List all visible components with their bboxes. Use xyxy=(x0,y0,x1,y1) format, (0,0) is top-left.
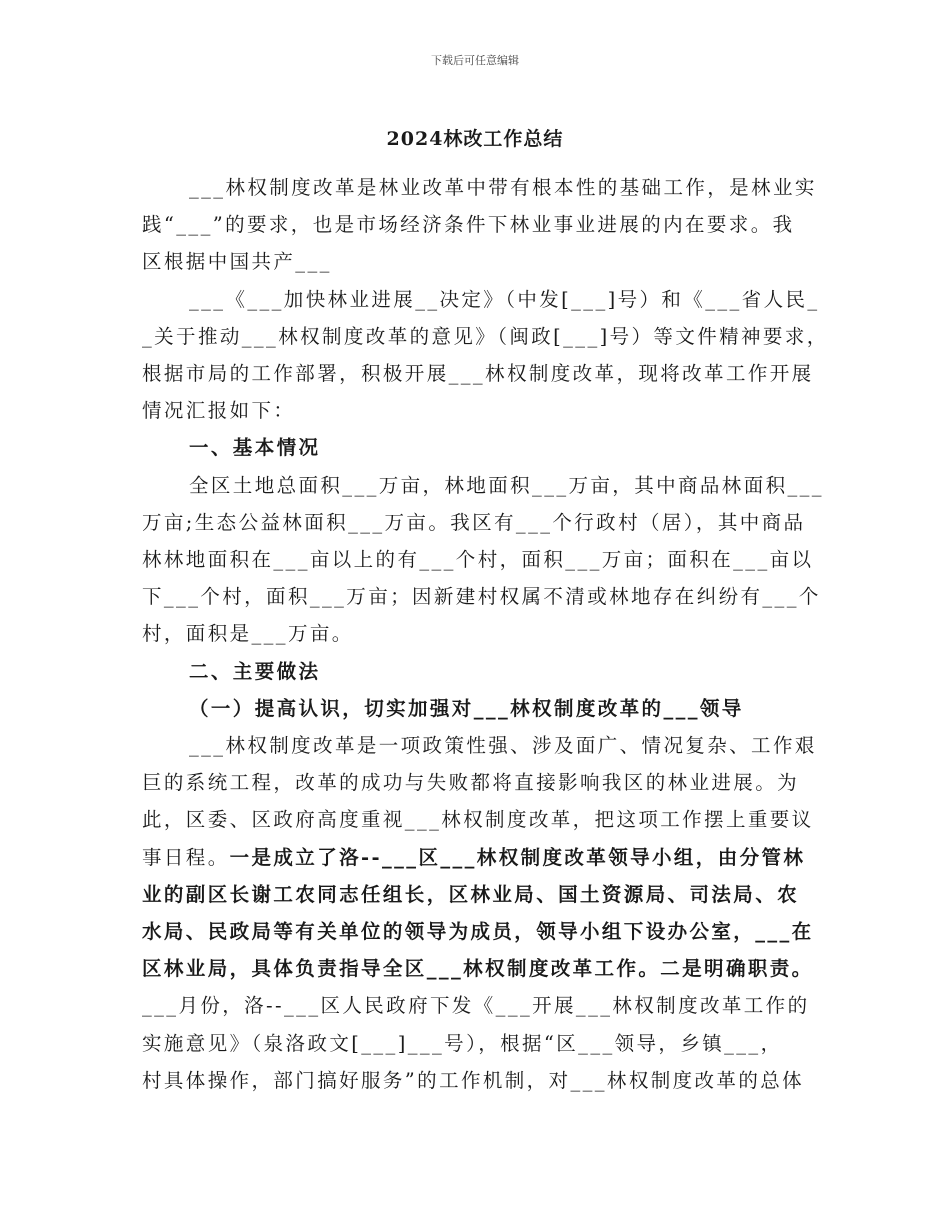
text-line xyxy=(142,584,822,610)
text-line xyxy=(142,324,829,350)
text-line xyxy=(142,212,822,238)
bold-text: 业的副区长谢工农同志任组长，区林业局、国土资源局、司法局、农 xyxy=(142,882,800,906)
text-line xyxy=(142,993,822,1019)
text-segment: 情况汇报如下： xyxy=(142,399,296,423)
text-segment: ___林权制度改革是林业改革中带有根本性的基础工作，是林业实 xyxy=(189,176,817,199)
page-header-note: 下载后可任意编辑 xyxy=(431,54,519,67)
text-line xyxy=(189,696,869,722)
text-line xyxy=(142,510,822,536)
bold-text: 水局、民政局等有关单位的领导为成员，领导小组下设办公室，___在 xyxy=(142,920,814,943)
text-line xyxy=(142,845,822,871)
text-line xyxy=(189,435,869,461)
document-title: 2024林改工作总结 xyxy=(386,128,564,150)
text-segment: ___林权制度改革是一项政策性强、涉及面广、情况复杂、工作艰 xyxy=(189,734,817,757)
text-line xyxy=(142,249,822,275)
bold-text: 二、主要做法 xyxy=(189,659,321,683)
text-line xyxy=(189,733,869,759)
text-line xyxy=(142,807,822,833)
text-line xyxy=(189,473,869,499)
text-segment: ___《___加快林业进展__决定》（中发[___]号）和《___省人民_ xyxy=(189,287,820,311)
bold-text: 区林业局，具体负责指导全区___林权制度改革工作。二是明确职责。 xyxy=(142,957,814,981)
text-line xyxy=(142,882,822,908)
text-line xyxy=(142,621,822,647)
text-segment: _关于推动___林权制度改革的意见》（闽政[___]号）等文件精神要求， xyxy=(142,324,829,348)
text-segment: 实施意见》（泉洛政文[___]___号），根据“区___领导，乡镇___， xyxy=(142,1031,783,1055)
bold-text: （一）提高认识，切实加强对___林权制度改革的___领导 xyxy=(189,696,744,720)
text-line xyxy=(189,287,869,313)
text-line xyxy=(142,547,822,573)
text-segment: 万亩;生态公益林面积___万亩。我区有___个行政村（居），其中商品 xyxy=(142,510,806,534)
text-segment: 根据市局的工作部署，积极开展___林权制度改革，现将改革工作开展 xyxy=(142,362,814,385)
text-segment: 区根据中国共产___ xyxy=(142,250,332,274)
text-line xyxy=(142,1031,822,1057)
text-segment: 林林地面积在___亩以上的有___个村，面积___万亩；面积在___亩以 xyxy=(142,548,814,571)
text-line xyxy=(189,659,869,685)
text-segment: 此，区委、区政府高度重视___林权制度改革，把这项工作摆上重要议 xyxy=(142,808,814,832)
text-line xyxy=(142,770,822,796)
text-segment: 村具体操作，部门搞好服务”的工作机制，对___林权制度改革的总体 xyxy=(142,1068,805,1092)
bold-text: 一是成立了洛--___区___林权制度改革领导小组，由分管林 xyxy=(229,845,806,869)
text-segment: 巨的系统工程，改革的成功与失败都将直接影响我区的林业进展。为 xyxy=(142,771,800,795)
text-segment: 践“___”的要求，也是市场经济条件下林业事业进展的内在要求。我 xyxy=(142,213,795,237)
text-segment: 全区土地总面积___万亩，林地面积___万亩，其中商品林面积___ xyxy=(189,473,824,497)
text-line xyxy=(142,361,822,387)
text-line xyxy=(142,956,822,982)
bold-text: 一、基本情况 xyxy=(189,436,321,460)
text-line xyxy=(142,398,822,424)
text-segment: 村，面积是___万亩。 xyxy=(142,622,354,646)
text-segment: 事日程。 xyxy=(142,845,230,869)
text-line xyxy=(142,1068,822,1094)
text-line xyxy=(142,919,822,945)
text-segment: ___月份，洛--___区人民政府下发《___开展___林权制度改革工作的 xyxy=(142,994,810,1018)
text-line xyxy=(189,175,869,201)
text-segment: 下___个村，面积___万亩；因新建村权属不清或林地存在纠纷有___个 xyxy=(142,585,821,609)
